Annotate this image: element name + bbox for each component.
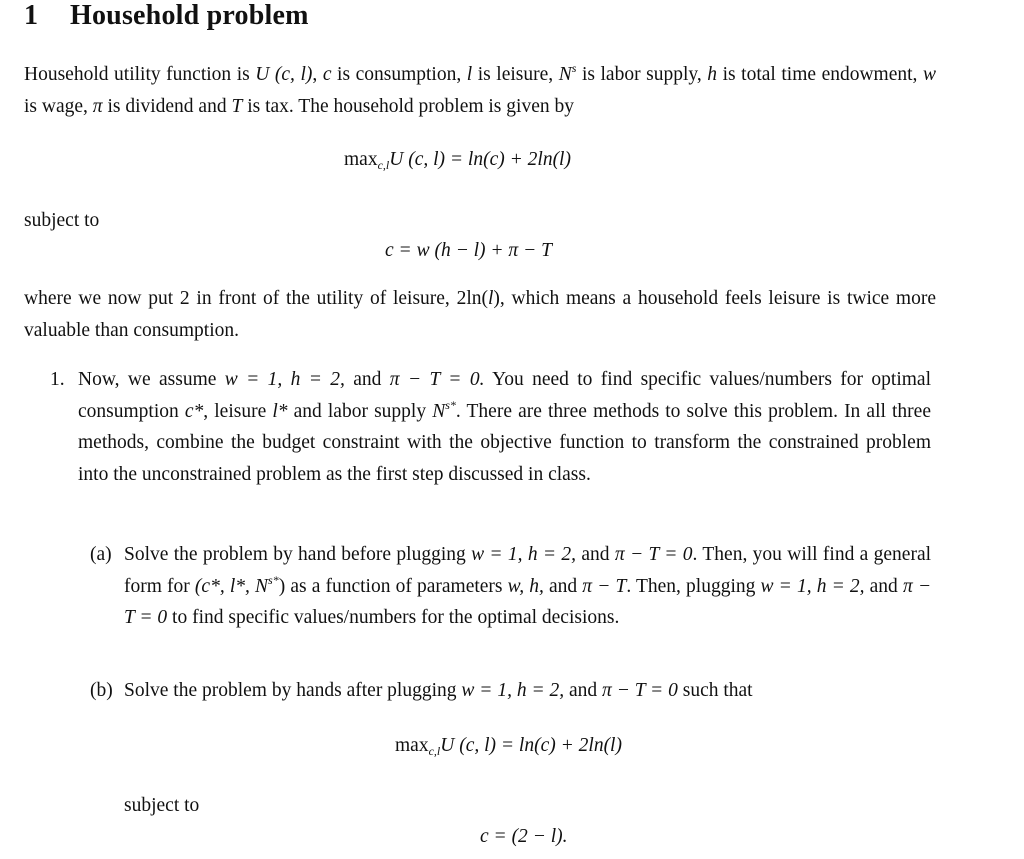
max-subscript: c,l (428, 744, 441, 758)
math-params: w = 1, h = 2, (471, 544, 577, 565)
math-l: l (466, 64, 473, 85)
item-text: as a function of parameters (285, 575, 508, 597)
item-text: . Then, you will find a general form for (124, 544, 932, 597)
max-subscript: c,l (377, 158, 390, 172)
list-marker-1: 1. (50, 369, 65, 390)
list-marker-b: (b) (90, 680, 113, 701)
list-marker-a: (a) (90, 544, 112, 565)
math-piT: π − T = 0. (389, 369, 485, 390)
item-text: You need to find specific values/numbers for optimal consumption (78, 369, 931, 422)
item-text: Solve the problem by hand before plugging (124, 544, 472, 565)
objective-expression: U (c, l) = ln(c) + 2ln(l) (440, 735, 622, 756)
math-N: N (432, 400, 446, 422)
intro-text: is leisure, (472, 64, 559, 85)
intro-text: Household utility function is (24, 64, 256, 85)
intro-text: is labor supply, (576, 64, 708, 85)
math-pi: π (92, 95, 103, 117)
item-text: to find specific values/numbers for the optimal decisions. (167, 607, 620, 628)
list-item-a (124, 539, 931, 634)
math-sstar: s* (268, 572, 279, 587)
math-piT: π − T = 0 (602, 680, 678, 701)
item-text: Now, we assume (78, 369, 225, 390)
intro-text: is total time endowment, (717, 64, 923, 85)
math-sstar: s* (445, 397, 456, 412)
intro-text: is wage, (24, 95, 93, 117)
section-number: 1 (24, 0, 39, 31)
intro-text: is dividend and (102, 95, 232, 117)
math-piT: π − T (582, 575, 627, 597)
math-l: l (487, 288, 494, 309)
math-params: w = 1, h = 2, (760, 575, 865, 597)
math-U: U (c, l) (255, 64, 313, 85)
intro-text: is tax. The household problem is given by (242, 95, 574, 117)
math-piT: π − T = 0 (124, 575, 931, 628)
item-text: and labor supply (287, 400, 433, 422)
item-text: and (543, 575, 583, 597)
section-title: Household problem (70, 0, 309, 31)
math-cstar: c* (184, 400, 204, 422)
math-piT: π − T = 0 (614, 544, 693, 565)
math-h: h (707, 64, 718, 85)
intro-text: , (312, 64, 323, 85)
objective-equation-b (395, 735, 622, 757)
math-params: w = 1, h = 2, (461, 680, 565, 701)
math-s: s (571, 61, 577, 75)
objective-expression: U (c, l) = ln(c) + 2ln(l) (389, 149, 571, 170)
objective-equation (344, 149, 571, 171)
list-item-b (124, 675, 753, 707)
item-text: and (576, 544, 615, 565)
math-lstar: l* (272, 400, 288, 422)
note-text: ), which means a household feels leisure is twice more valuable than consumption. (24, 288, 936, 341)
subject-to-label-b: subject to (124, 795, 200, 816)
intro-paragraph (24, 59, 936, 122)
intro-text: is consumption, (331, 64, 467, 85)
budget-constraint-b: c = (2 − l). (480, 826, 568, 847)
item-text: . Then, plugging (626, 575, 761, 597)
item-text: Solve the problem by hands after plugging (124, 680, 462, 701)
math-c: c (322, 64, 332, 85)
item-text: , leisure (203, 400, 273, 422)
item-text: such that (677, 680, 753, 701)
item-text: and (564, 680, 603, 701)
math-T: T (231, 95, 243, 117)
item-text: and (344, 369, 390, 390)
math-tuple-end: ) (278, 575, 286, 597)
math-params: w = 1, h = 2, (224, 369, 345, 390)
note-text: where we now put 2 in front of the utility of leisure, 2ln( (24, 288, 488, 309)
max-operator: max (344, 149, 378, 170)
math-N: N (558, 64, 572, 85)
math-w: w (922, 64, 936, 85)
item-text: . There are three methods to solve this problem. In all three methods, combine the budget constraint with the objective function to transform the constrained problem into the unconstrained problem as the first step discussed in class. (78, 400, 931, 485)
section-heading (24, 0, 309, 32)
max-operator: max (395, 735, 429, 756)
budget-constraint: c = w (h − l) + π − T (385, 240, 552, 261)
subject-to-label: subject to (24, 210, 100, 231)
item-text: and (864, 575, 903, 597)
note-paragraph (24, 283, 936, 346)
math-params: w, h, (507, 575, 544, 597)
math-tuple: (c*, l*, N (194, 575, 269, 597)
list-item-1 (78, 364, 931, 490)
